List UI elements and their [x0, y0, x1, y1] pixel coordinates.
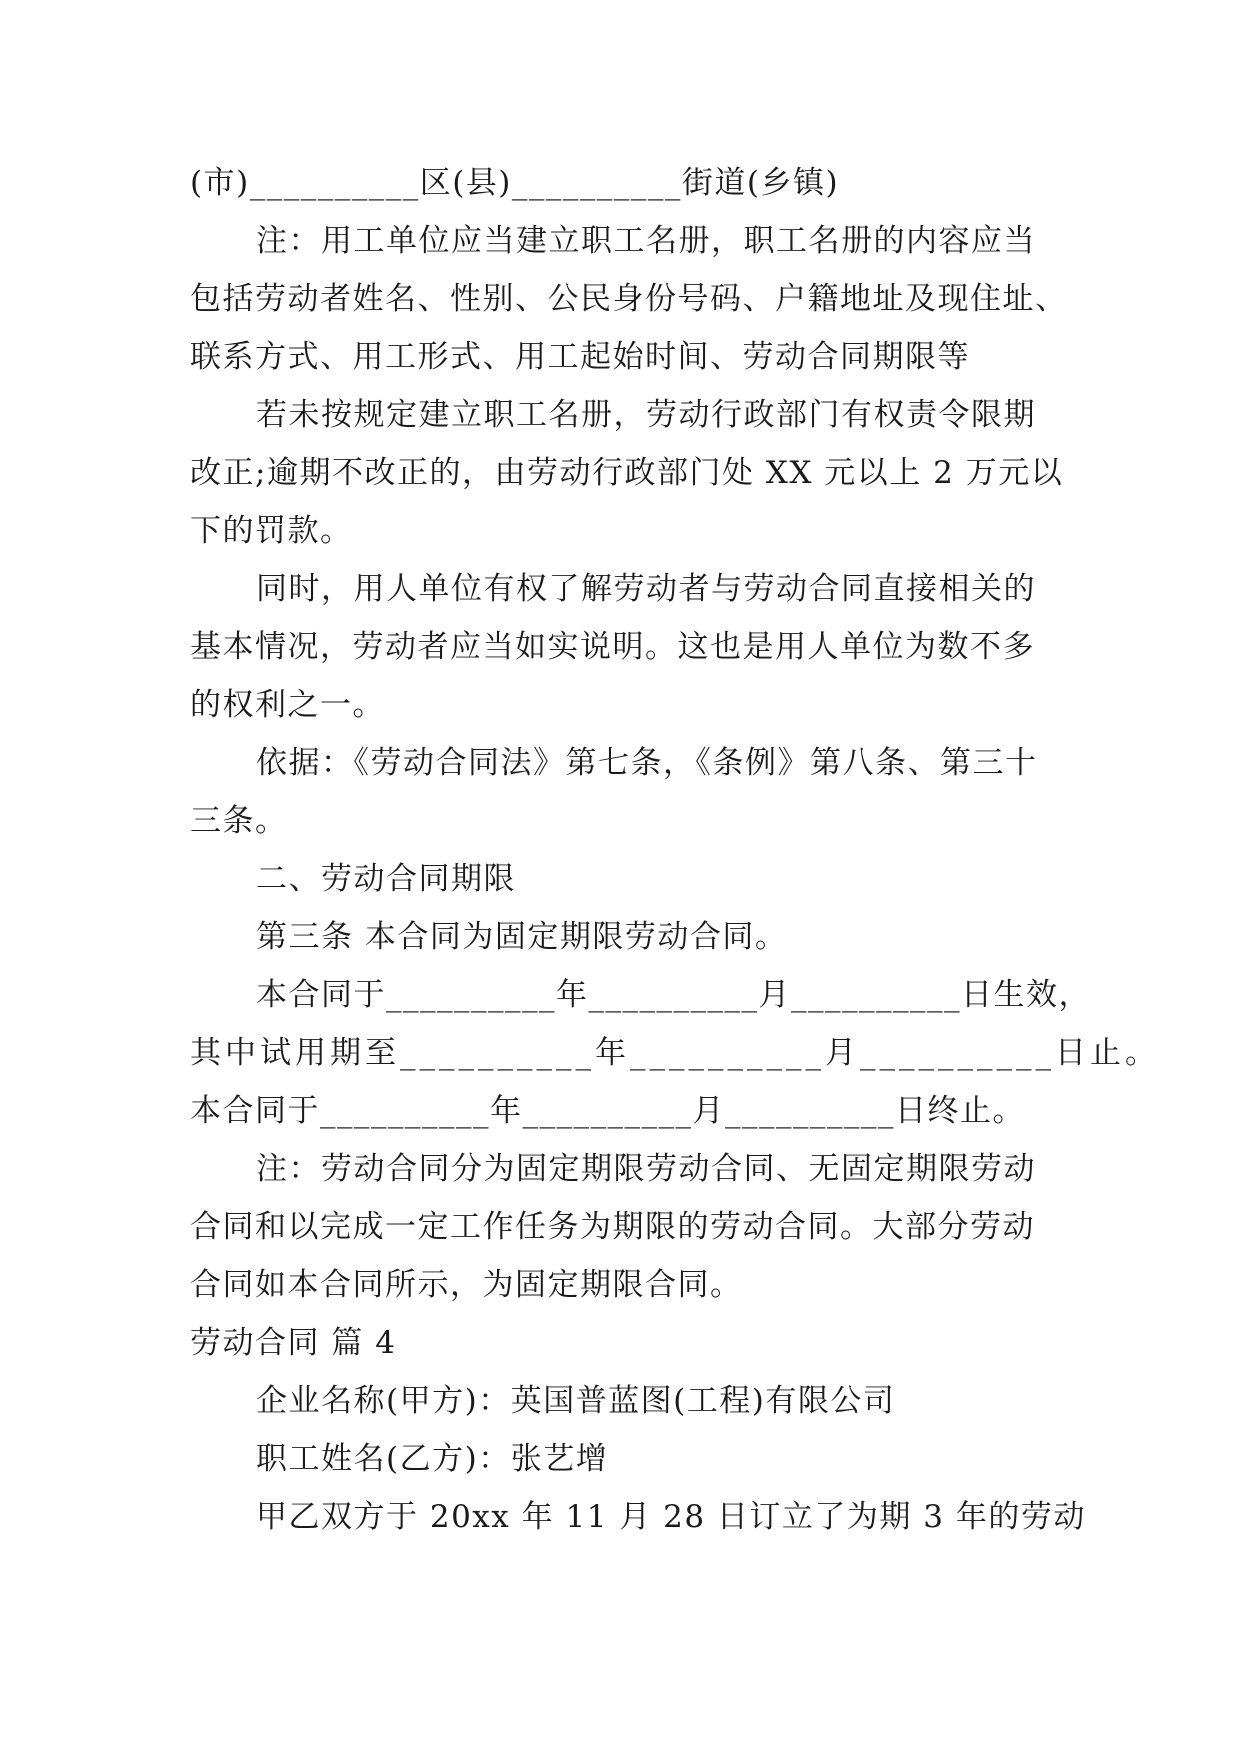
penalty-paragraph-line: 下的罚款。	[190, 513, 353, 549]
basis-paragraph-line: 三条。	[190, 803, 288, 839]
term-note-line: 合同和以完成一定工作任务为期限的劳动合同。大部分劳动	[190, 1209, 1035, 1245]
penalty-paragraph-line: 若未按规定建立职工名册，劳动行政部门有权责令限期	[256, 397, 1036, 433]
note-paragraph-line: 注：用工单位应当建立职工名册，职工名册的内容应当	[256, 223, 1036, 259]
section-heading: 二、劳动合同期限	[256, 861, 516, 897]
note-paragraph-line: 包括劳动者姓名、性别、公民身份号码、户籍地址及现住址、	[190, 281, 1068, 317]
term-note-line: 注：劳动合同分为固定期限劳动合同、无固定期限劳动	[256, 1151, 1036, 1187]
note-paragraph-line: 联系方式、用工形式、用工起始时间、劳动合同期限等	[190, 339, 970, 375]
rights-paragraph-line: 的权利之一。	[190, 687, 385, 723]
penalty-paragraph-line: 改正;逾期不改正的，由劳动行政部门处 XX 元以上 2 万元以	[190, 455, 1064, 491]
address-line: (市)__________区(县)__________街道(乡镇)	[190, 165, 840, 201]
agreement-line: 甲乙双方于 20xx 年 11 月 28 日订立了为期 3 年的劳动	[256, 1499, 1086, 1535]
term-start-line: 本合同于__________年__________月__________日生效，	[256, 977, 1091, 1013]
party-a-line: 企业名称(甲方)：英国普蓝图(工程)有限公司	[256, 1383, 896, 1419]
document-body	[190, 154, 1160, 1546]
chapter-title: 劳动合同 篇 4	[190, 1325, 397, 1361]
rights-paragraph-line: 基本情况，劳动者应当如实说明。这也是用人单位为数不多	[190, 629, 1035, 665]
term-end-line: 本合同于__________年__________月__________日终止。	[190, 1093, 1025, 1129]
basis-paragraph-line: 依据：《劳动合同法》第七条，《条例》第八条、第三十	[256, 745, 1038, 781]
article-line: 第三条 本合同为固定期限劳动合同。	[256, 919, 788, 955]
rights-paragraph-line: 同时，用人单位有权了解劳动者与劳动合同直接相关的	[256, 571, 1036, 607]
party-b-line: 职工姓名(乙方)：张艺增	[256, 1441, 609, 1477]
probation-line: 其中试用期至__________年__________月__________日止。	[190, 1035, 1160, 1071]
term-note-line: 合同如本合同所示，为固定期限合同。	[190, 1267, 743, 1303]
